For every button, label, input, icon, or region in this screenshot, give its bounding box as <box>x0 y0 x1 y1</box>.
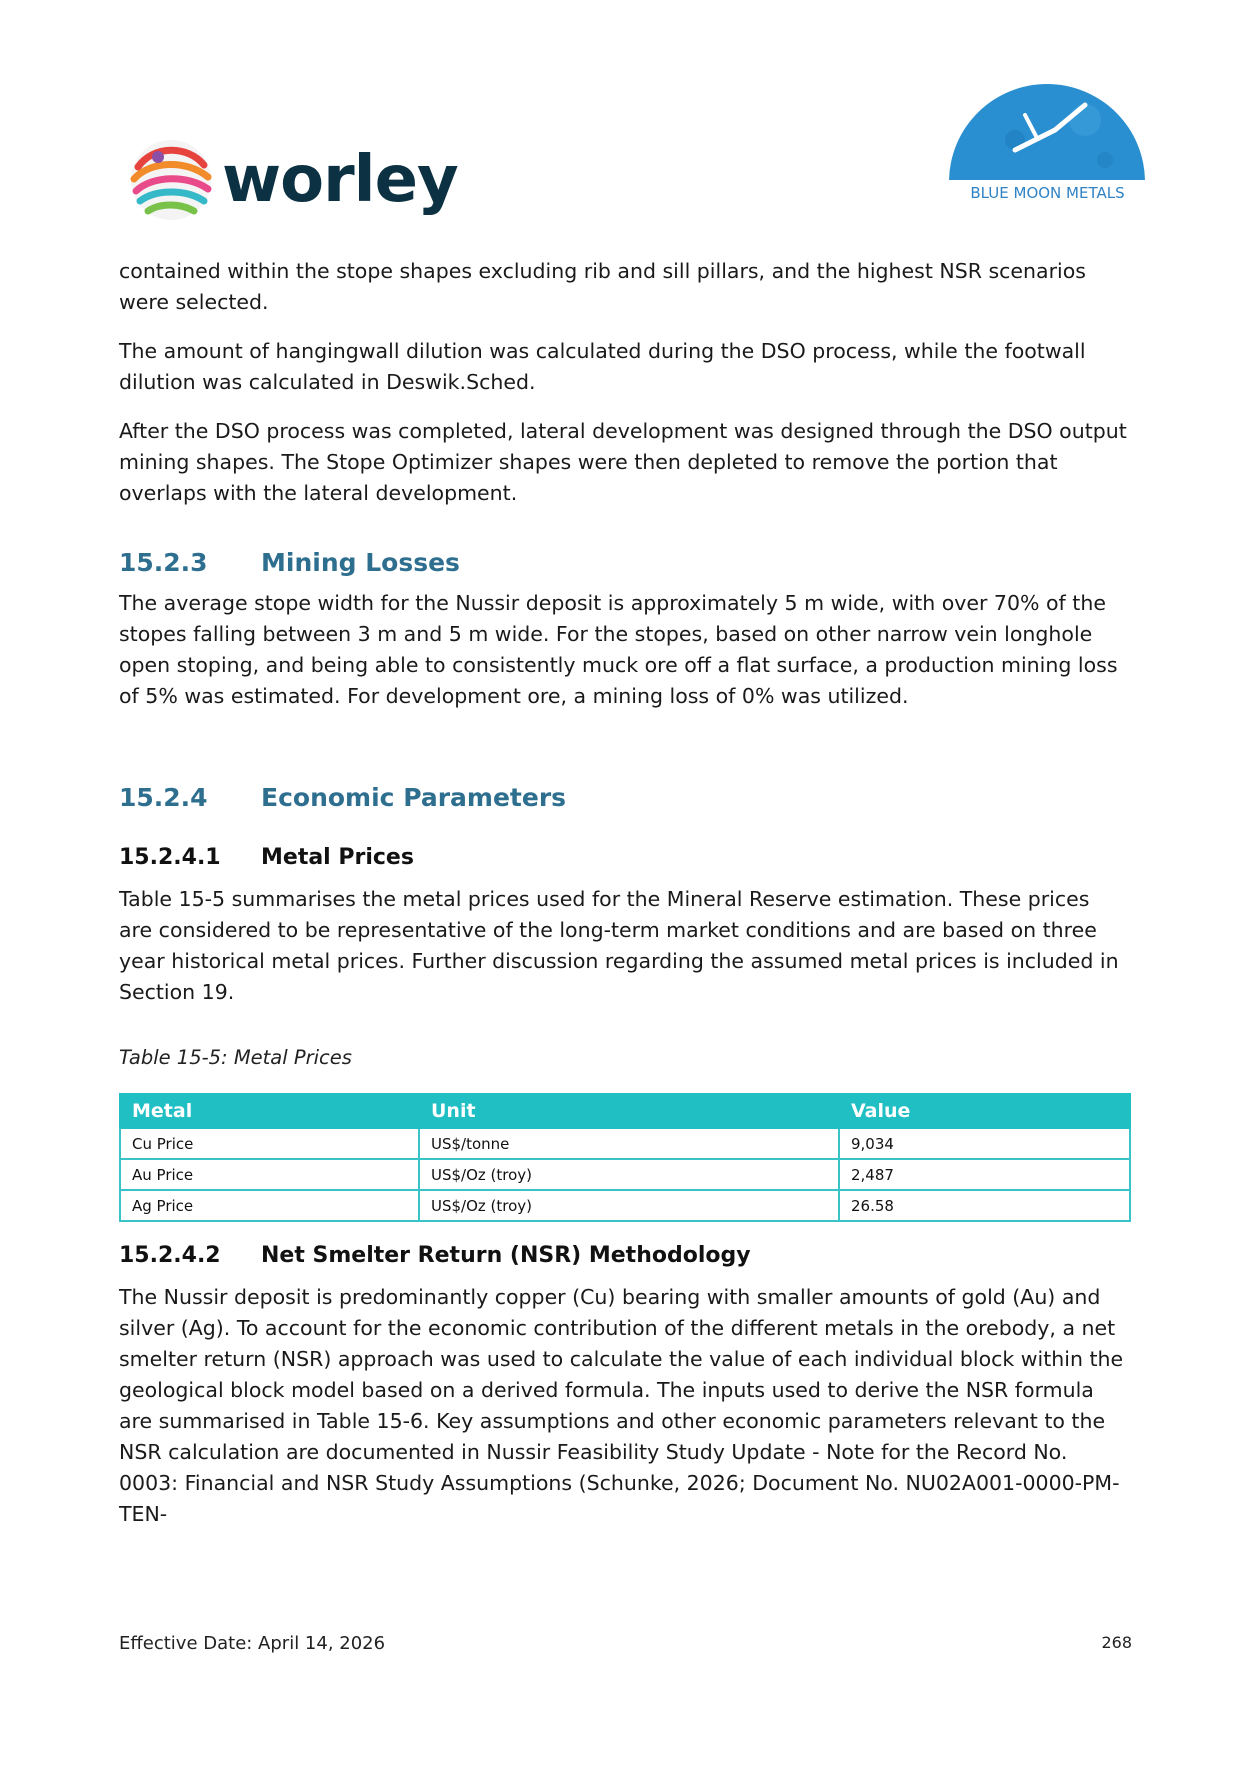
nsr-methodology-text <box>119 1282 1129 1530</box>
cell-value: 9,034 <box>839 1128 1130 1159</box>
heading-number: 15.2.3 <box>119 548 208 577</box>
heading-metal-prices <box>119 845 414 870</box>
paragraph-3: After the DSO process was completed, lateral development was designed through the DSO output mining shapes. The Stope Optimizer shapes were then depleted to remove the portion that overlaps with the lateral development. <box>119 419 1127 505</box>
heading-title: Mining Losses <box>261 548 460 577</box>
blue-moon-logo-icon <box>945 80 1150 190</box>
worley-wordmark: worley <box>222 143 458 217</box>
footer-page-number: 268 <box>1101 1633 1132 1652</box>
heading-title: Metal Prices <box>261 845 414 870</box>
heading-mining-losses <box>119 548 460 577</box>
heading-nsr-methodology <box>119 1243 751 1268</box>
heading-title: Economic Parameters <box>261 783 567 812</box>
paragraph-1: contained within the stope shapes excluding rib and sill pillars, and the highest NSR scenarios were selected. <box>119 259 1086 314</box>
metal-prices-table <box>119 1093 1131 1222</box>
cell-metal: Au Price <box>120 1159 419 1190</box>
paragraph-nsr-methodology: The Nussir deposit is predominantly copper (Cu) bearing with smaller amounts of gold (Au) and silver (Ag). To account for the economic contribution of the different metals in the orebody, a net smelter return (NSR) approach was used to calculate the value of each individual block within the geological block model based on a derived formula. The inputs used to derive the NSR formula are summarised in Table 15-6. Key assumptions and other economic parameters relevant to the NSR calculation are documented in Nussir Feasibility Study Update - Note for the Record No. 0003: Financial and NSR Study Assumptions (Schunke, 2026; Document No. NU02A001-0000-PM-TEN- <box>119 1285 1124 1526</box>
metal-prices-text <box>119 884 1129 1008</box>
table-caption: Table 15-5: Metal Prices <box>119 1046 352 1069</box>
heading-economic-parameters <box>119 783 566 812</box>
footer-effective-date: Effective Date: April 14, 2026 <box>119 1633 386 1654</box>
mining-losses-text <box>119 588 1129 712</box>
table-header-row <box>120 1094 1130 1128</box>
worley-logo <box>128 135 468 225</box>
cell-unit: US$/Oz (troy) <box>419 1159 839 1190</box>
cell-unit: US$/tonne <box>419 1128 839 1159</box>
column-header-value: Value <box>839 1094 1130 1128</box>
column-header-unit: Unit <box>419 1094 839 1128</box>
worley-swirl-logo-icon <box>128 137 214 223</box>
table-row <box>120 1159 1130 1190</box>
intro-text <box>119 256 1129 509</box>
table-row <box>120 1190 1130 1221</box>
cell-value: 2,487 <box>839 1159 1130 1190</box>
heading-number: 15.2.4.2 <box>119 1243 221 1268</box>
blue-moon-metals-logo <box>945 80 1150 210</box>
heading-number: 15.2.4.1 <box>119 845 221 870</box>
cell-unit: US$/Oz (troy) <box>419 1190 839 1221</box>
heading-number: 15.2.4 <box>119 783 208 812</box>
cell-value: 26.58 <box>839 1190 1130 1221</box>
cell-metal: Cu Price <box>120 1128 419 1159</box>
table-row <box>120 1128 1130 1159</box>
paragraph-metal-prices: Table 15-5 summarises the metal prices used for the Mineral Reserve estimation. These prices are considered to be representative of the long-term market conditions and are based on three year historical metal prices. Further discussion regarding the assumed metal prices is included in Section 19. <box>119 887 1119 1004</box>
paragraph-2: The amount of hangingwall dilution was calculated during the DSO process, while the footwall dilution was calculated in Deswik.Sched. <box>119 339 1086 394</box>
blue-moon-wordmark: BLUE MOON METALS <box>970 184 1125 202</box>
heading-title: Net Smelter Return (NSR) Methodology <box>261 1243 751 1268</box>
column-header-metal: Metal <box>120 1094 419 1128</box>
paragraph-mining-losses: The average stope width for the Nussir deposit is approximately 5 m wide, with over 70% of the stopes falling between 3 m and 5 m wide. For the stopes, based on other narrow vein longhole open stoping, and being able to consistently muck ore off a flat surface, a production mining loss of 5% was estimated. For development ore, a mining loss of 0% was utilized. <box>119 591 1118 708</box>
cell-metal: Ag Price <box>120 1190 419 1221</box>
